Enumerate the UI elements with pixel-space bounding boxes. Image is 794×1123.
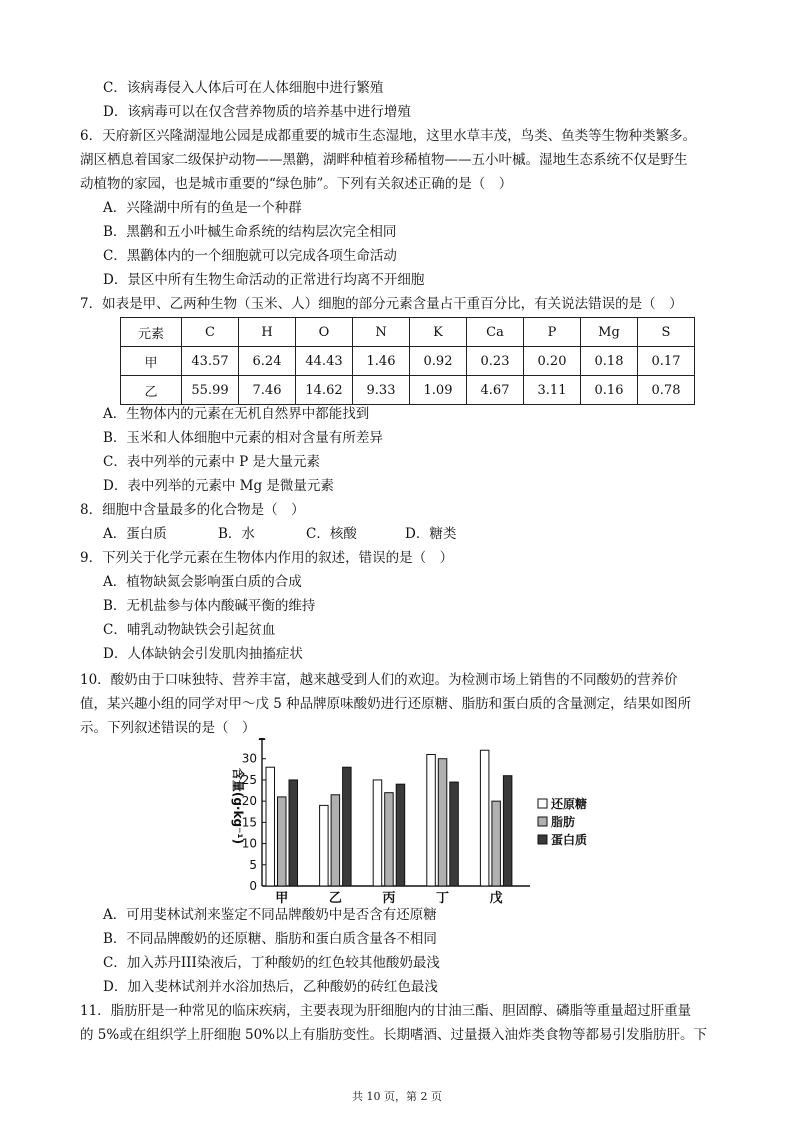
y-tick-label: 25 xyxy=(241,772,257,787)
legend-label: 蛋白质 xyxy=(551,833,588,847)
bar-还原糖-乙 xyxy=(320,805,329,886)
q7-option-c: C．表中列举的元素中 P 是大量元素 xyxy=(103,454,320,470)
table-header-cell: N xyxy=(353,318,410,347)
q5-option-d: D．该病毒可以在仅含营养物质的培养基中进行增殖 xyxy=(103,104,411,120)
q7-option-b: B．玉米和人体细胞中元素的相对含量有所差异 xyxy=(103,430,383,446)
table-cell: 44.43 xyxy=(296,347,353,376)
q5-option-c: C．该病毒侵入人体后可在人体细胞中进行繁殖 xyxy=(103,80,384,96)
bar-脂肪-丙 xyxy=(385,793,394,886)
q7-option-d: D．表中列举的元素中 Mg 是微量元素 xyxy=(103,478,334,494)
q9-option-a: A．植物缺氮会影响蛋白质的合成 xyxy=(103,574,302,590)
table-cell: 0.17 xyxy=(638,347,695,376)
q6-stem-line-1: 6．天府新区兴隆湖湿地公园是成都重要的城市生态湿地，这里水草丰茂，鸟类、鱼类等生物种类繁多。 xyxy=(80,128,697,144)
table-header-cell: H xyxy=(239,318,296,347)
bar-还原糖-戊 xyxy=(480,750,489,886)
bar-蛋白质-乙 xyxy=(343,767,352,886)
q8-option-d: D．糖类 xyxy=(405,526,457,542)
table-header-cell: Mg xyxy=(581,318,638,347)
bar-蛋白质-丙 xyxy=(396,784,405,886)
q8-option-b: B．水 xyxy=(218,526,255,542)
legend-swatch xyxy=(538,799,547,808)
y-tick-label: 30 xyxy=(241,751,257,766)
table-header-cell: O xyxy=(296,318,353,347)
x-tick-label: 甲 xyxy=(275,891,289,906)
table-cell: 0.18 xyxy=(581,347,638,376)
table-cell: 0.78 xyxy=(638,376,695,405)
q9-stem: 9．下列关于化学元素在生物体内作用的叙述，错误的是（ ） xyxy=(80,550,454,566)
table-cell: 6.24 xyxy=(239,347,296,376)
q7-stem: 7．如表是甲、乙两种生物（玉米、人）细胞的部分元素含量占干重百分比，有关说法错误的是（ ） xyxy=(80,296,683,312)
table-row xyxy=(121,347,695,376)
table-cell: 9.33 xyxy=(353,376,410,405)
x-tick-label: 戊 xyxy=(489,891,503,906)
y-axis-label: 含量(g·kg⁻¹) xyxy=(231,767,245,845)
q6-stem-line-2: 湖区栖息着国家二级保护动物——黑鹳，湖畔种植着珍稀植物——五小叶槭。湿地生态系统不仅是野生 xyxy=(80,152,688,168)
y-tick-label: 0 xyxy=(249,879,257,893)
bar-脂肪-乙 xyxy=(331,795,340,886)
x-tick-label: 丁 xyxy=(436,891,450,906)
table-cell: 0.92 xyxy=(410,347,467,376)
bar-脂肪-甲 xyxy=(278,797,287,886)
legend-label: 还原糖 xyxy=(551,797,588,811)
y-axis-arrow xyxy=(259,738,266,740)
table-cell: 55.99 xyxy=(182,376,239,405)
x-tick-label: 丙 xyxy=(382,891,396,906)
table-cell: 0.23 xyxy=(467,347,524,376)
q6-option-d: D．景区中所有生物生命活动的正常进行均离不开细胞 xyxy=(103,272,425,288)
table-header-cell: 元素 xyxy=(121,318,182,347)
table-cell: 0.16 xyxy=(581,376,638,405)
bar-还原糖-丙 xyxy=(373,780,382,886)
table-cell: 43.57 xyxy=(182,347,239,376)
y-tick-label: 10 xyxy=(241,836,257,851)
table-cell: 14.62 xyxy=(296,376,353,405)
element-content-table xyxy=(120,317,695,405)
table-header-cell: C xyxy=(182,318,239,347)
q10-stem-line-3: 示。下列叙述错误的是（ ） xyxy=(80,720,256,736)
x-tick-label: 乙 xyxy=(328,891,342,906)
bar-还原糖-丁 xyxy=(427,754,436,886)
bar-蛋白质-戊 xyxy=(503,776,512,886)
nutrient-bar-chart xyxy=(220,738,600,906)
table-cell: 1.09 xyxy=(410,376,467,405)
table-header-cell: S xyxy=(638,318,695,347)
table-cell: 4.67 xyxy=(467,376,524,405)
bar-脂肪-丁 xyxy=(438,759,447,886)
bar-还原糖-甲 xyxy=(266,767,275,886)
q6-stem-line-3: 动植物的家园，也是城市重要的“绿色肺”。下列有关叙述正确的是（ ） xyxy=(80,176,513,192)
legend-swatch xyxy=(538,835,547,844)
table-header-cell: P xyxy=(524,318,581,347)
q11-stem-line-1: 11．脂肪肝是一种常见的临床疾病，主要表现为肝细胞内的甘油三酯、胆固醇、磷脂等重量超过肝重量 xyxy=(80,1003,692,1019)
q10-option-b: B．不同品牌酸奶的还原糖、脂肪和蛋白质含量各不相同 xyxy=(103,931,437,947)
q9-option-c: C．哺乳动物缺铁会引起贫血 xyxy=(103,622,276,638)
bar-蛋白质-甲 xyxy=(289,780,298,886)
table-header-cell: Ca xyxy=(467,318,524,347)
table-cell: 3.11 xyxy=(524,376,581,405)
y-tick-label: 20 xyxy=(241,794,257,809)
table-cell: 乙 xyxy=(121,376,182,405)
page-footer: 共 10 页，第 2 页 xyxy=(352,1090,442,1103)
y-tick-label: 5 xyxy=(249,857,257,872)
table-cell: 甲 xyxy=(121,347,182,376)
table-cell: 1.46 xyxy=(353,347,410,376)
q9-option-b: B．无机盐参与体内酸碱平衡的维持 xyxy=(103,598,316,614)
q11-stem-line-2: 的 5%或在组织学上肝细胞 50%以上有脂肪变性。长期嗜酒、过量摄入油炸类食物等都易引发脂肪肝。下 xyxy=(80,1027,708,1043)
q6-option-a: A．兴隆湖中所有的鱼是一个种群 xyxy=(103,200,302,216)
q8-option-a: A．蛋白质 xyxy=(103,526,167,542)
q10-option-a: A．可用斐林试剂来鉴定不同品牌酸奶中是否含有还原糖 xyxy=(103,907,437,923)
legend-label: 脂肪 xyxy=(551,815,576,829)
y-tick-label: 15 xyxy=(241,815,257,830)
q10-option-d: D．加入斐林试剂并水浴加热后，乙种酸奶的砖红色最浅 xyxy=(103,979,438,995)
q6-option-c: C．黑鹳体内的一个细胞就可以完成各项生命活动 xyxy=(103,248,397,264)
q8-stem: 8．细胞中含量最多的化合物是（ ） xyxy=(80,502,305,518)
bar-脂肪-戊 xyxy=(492,801,501,886)
bar-蛋白质-丁 xyxy=(450,782,459,886)
legend-swatch xyxy=(538,817,547,826)
table-cell: 7.46 xyxy=(239,376,296,405)
q6-option-b: B．黑鹳和五小叶槭生命系统的结构层次完全相同 xyxy=(103,224,397,240)
table-header-cell: K xyxy=(410,318,467,347)
q10-stem-line-2: 值，某兴趣小组的同学对甲～戊 5 种品牌原味酸奶进行还原糖、脂肪和蛋白质的含量测定，结果如图所 xyxy=(80,696,692,712)
q10-option-c: C．加入苏丹III染液后，丁种酸奶的红色较其他酸奶最浅 xyxy=(103,955,440,971)
q10-stem-line-1: 10．酸奶由于口味独特、营养丰富，越来越受到人们的欢迎。为检测市场上销售的不同酸奶的营养价 xyxy=(80,672,678,688)
q7-option-a: A．生物体内的元素在无机自然界中都能找到 xyxy=(103,406,370,422)
table-cell: 0.20 xyxy=(524,347,581,376)
table-row xyxy=(121,376,695,405)
q8-option-c: C．核酸 xyxy=(306,526,357,542)
table-header-row xyxy=(121,318,695,347)
q9-option-d: D．人体缺钠会引发肌肉抽搐症状 xyxy=(103,646,303,662)
